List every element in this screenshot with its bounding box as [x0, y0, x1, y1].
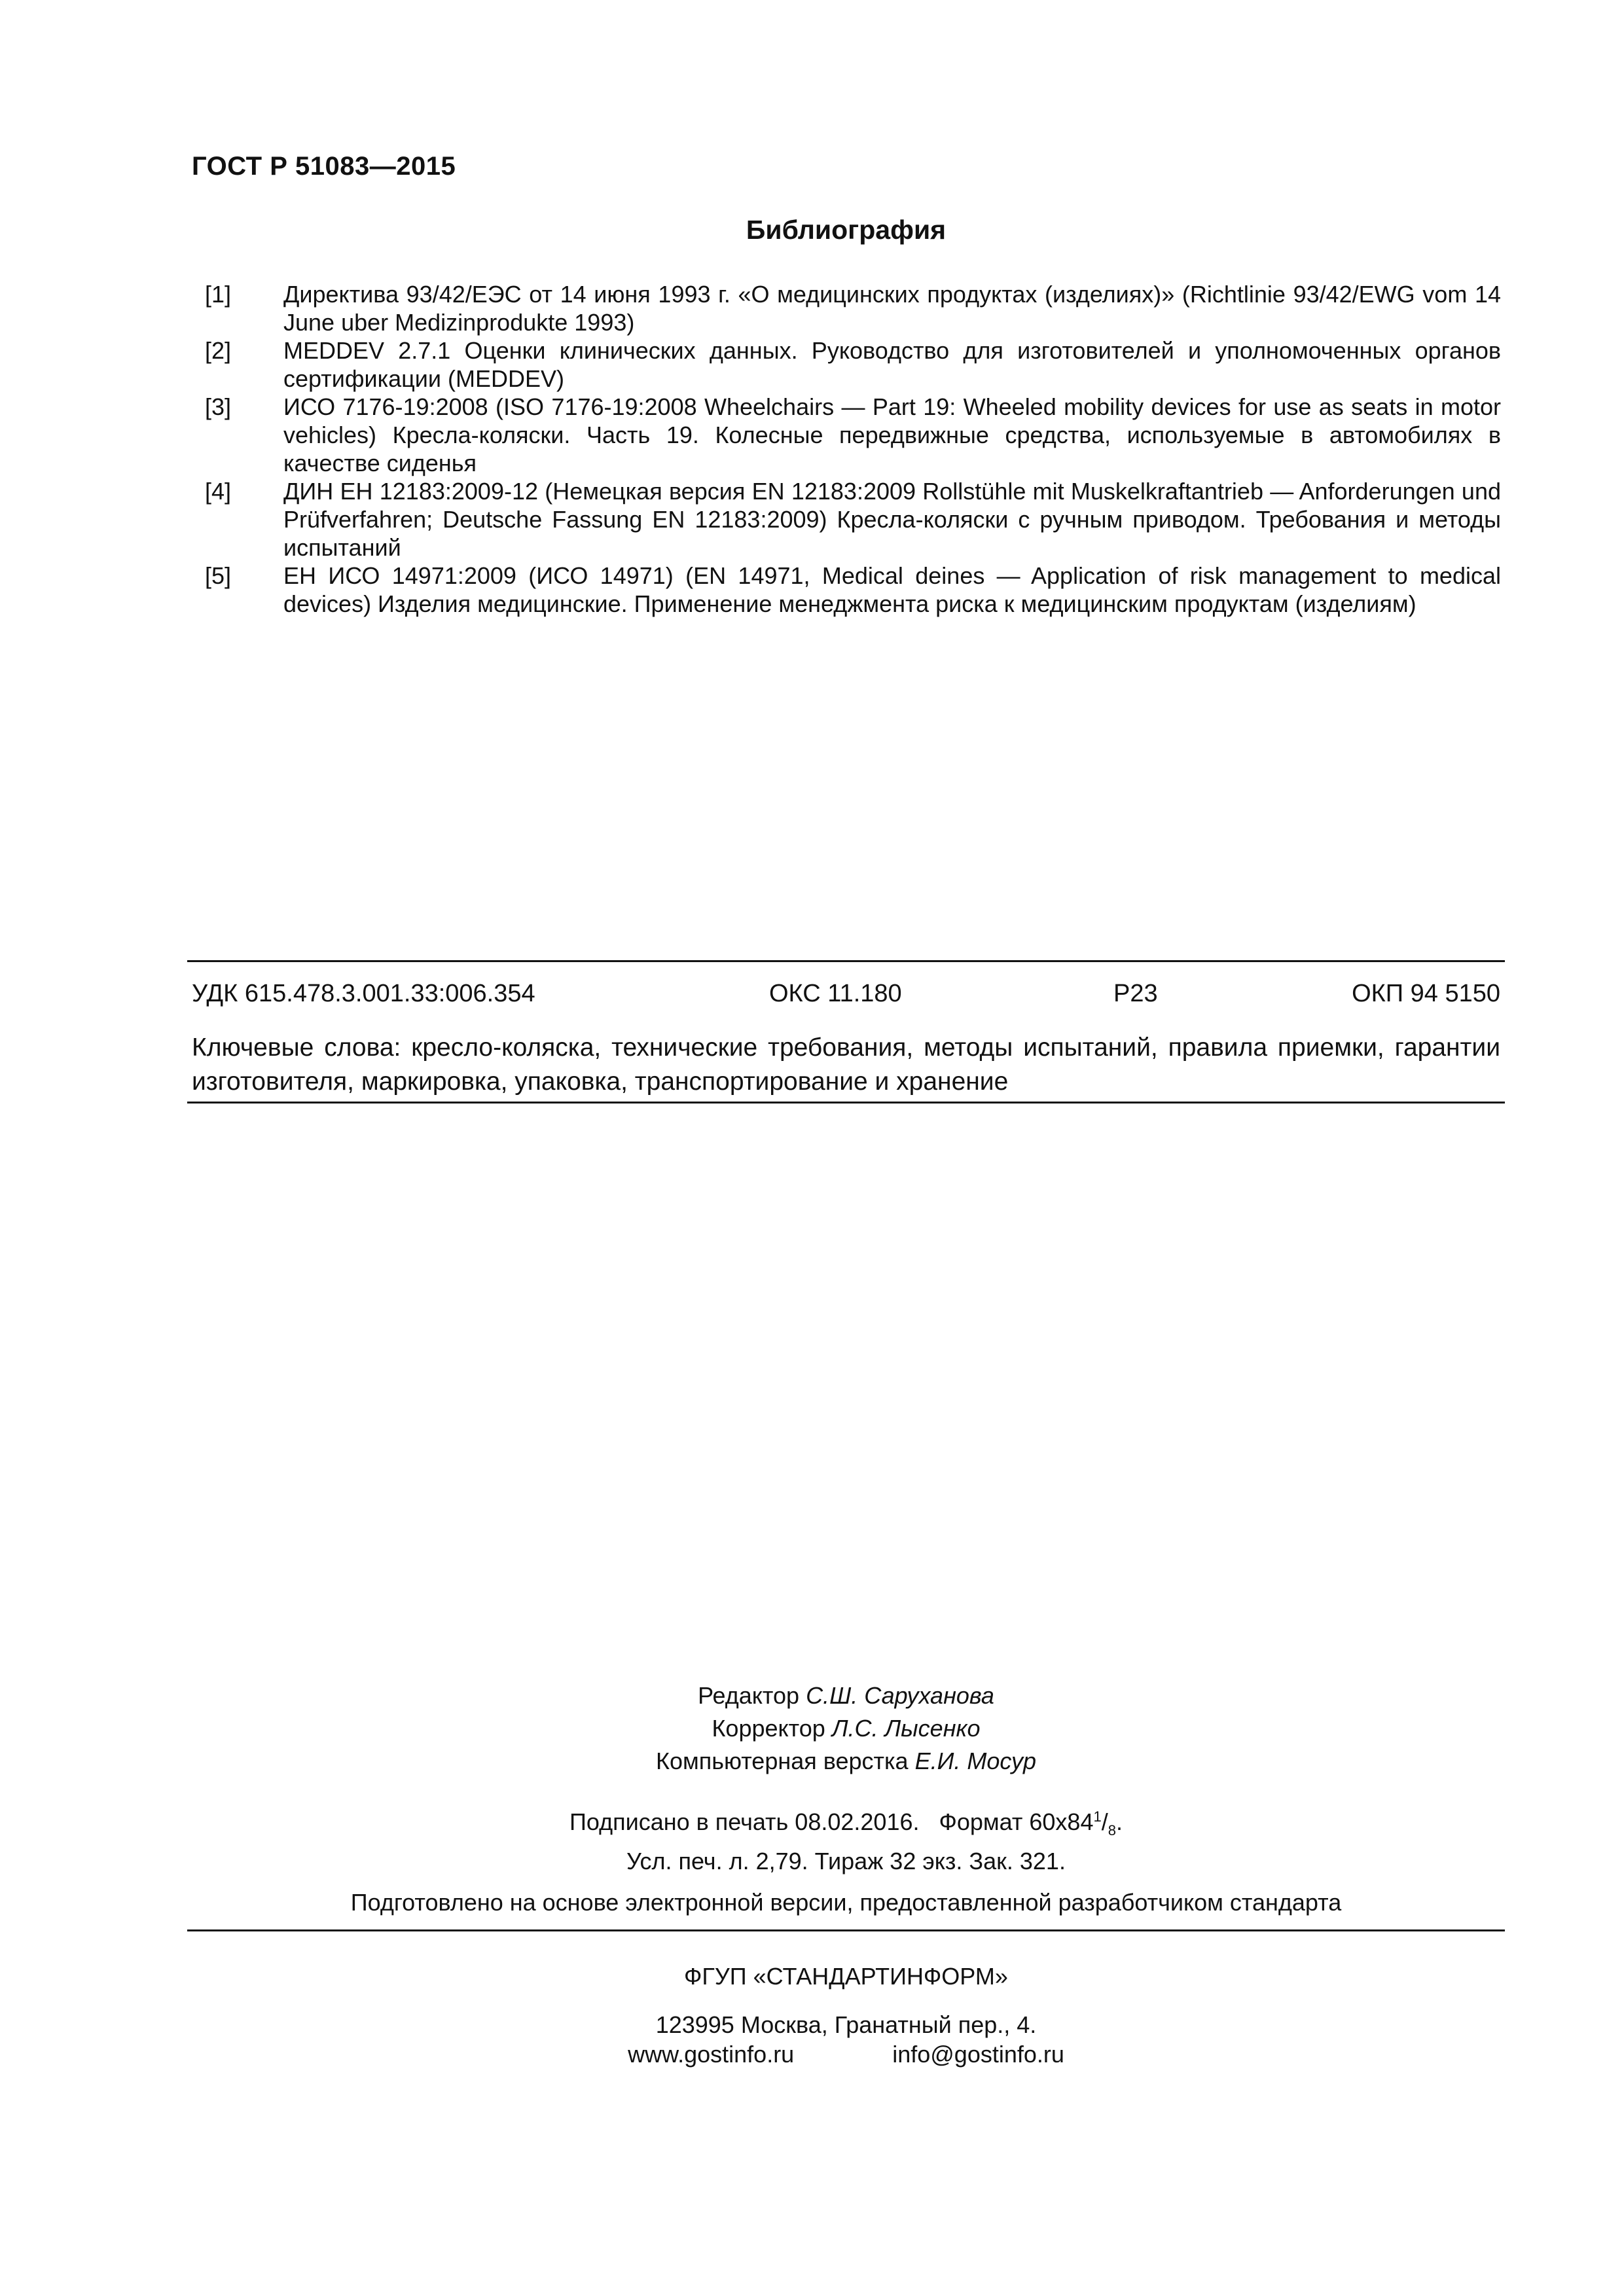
keywords-text: Ключевые слова: кресло-коляска, технические требования, методы испытаний, правила приемки, гарантии изготовителя, маркировка, упаковка, транспортирование и хранение — [192, 1033, 1500, 1096]
publisher-name: ФГУП «СТАНДАРТИНФОРМ» — [684, 1963, 1008, 1990]
prepared-note: Подготовлено на основе электронной версии, предоставленной разработчиком стандарта — [350, 1889, 1342, 1916]
corrector-label: Корректор — [712, 1715, 825, 1742]
print-format-denominator: 8 — [1108, 1822, 1116, 1839]
udk-code: УДК 615.478.3.001.33:006.354 — [192, 980, 535, 1007]
print-info-block — [192, 1801, 1500, 1876]
bibliography-list — [205, 280, 1501, 618]
bibliography-item-number: [1] — [205, 281, 232, 308]
classification-row — [192, 980, 1500, 1013]
credits-block — [192, 1679, 1500, 1778]
publisher-divider — [187, 1929, 1505, 1931]
bibliography-item-text: Директива 93/42/ЕЭС от 14 июня 1993 г. «О медицинских продуктах (изделиях)» (Richtlinie 93/42/EWG vom 14 June uber Medizinprodukte 1993) — [283, 281, 1501, 336]
bibliography-item-number: [5] — [205, 562, 232, 589]
bibliography-item-text: ИСО 7176-19:2008 (ISO 7176-19:2008 Wheelchairs — Part 19: Wheeled mobility devices for use as seats in motor vehicles) Кресла-коляски. Часть 19. Колесные передвижные средства, используемые в автомобилях в качестве сиденья — [283, 393, 1501, 476]
layout-line — [192, 1745, 1500, 1778]
document-code: ГОСТ Р 51083—2015 — [192, 152, 456, 181]
print-format: Формат 60х84 — [939, 1808, 1094, 1835]
bibliography-item-text: ЕН ИСО 14971:2009 (ИСО 14971) (EN 14971, Medical deines — Application of risk management to medical devices) Изделия медицинские. Применение менеджмента риска к медицинским продуктам (изделиям) — [283, 562, 1501, 617]
publisher-links-line — [192, 2039, 1500, 2069]
editor-line — [192, 1679, 1500, 1712]
bibliography-item-number: [2] — [205, 337, 232, 364]
group-code: Р23 — [1113, 980, 1158, 1007]
bibliography-title: Библиография — [746, 215, 947, 245]
bibliography-item — [205, 477, 1501, 562]
bibliography-item — [205, 280, 1501, 336]
bibliography-item-number: [3] — [205, 393, 232, 420]
print-signed-date: Подписано в печать 08.02.2016. — [569, 1808, 920, 1835]
layout-label: Компьютерная верстка — [656, 1748, 909, 1774]
publisher-email-link[interactable]: info@gostinfo.ru — [892, 2041, 1064, 2068]
bibliography-item-text: ДИН ЕН 12183:2009-12 (Немецкая версия EN 12183:2009 Rollstühle mit Muskelkraftantrieb — Anforderungen und Prüfverfahren; Deutsche Fassung EN 12183:2009) Кресла-коляски с ручным приводом. Требования и методы испытаний — [283, 478, 1501, 561]
corrector-line — [192, 1712, 1500, 1745]
editor-name: С.Ш. Саруханова — [806, 1682, 994, 1709]
publisher-address: 123995 Москва, Гранатный пер., 4. — [655, 2011, 1037, 2038]
keywords-bottom-divider — [187, 1102, 1505, 1103]
publisher-website-link[interactable]: www.gostinfo.ru — [628, 2041, 795, 2068]
print-format-numerator: 1 — [1093, 1808, 1102, 1825]
bibliography-item-text: MEDDEV 2.7.1 Оценки клинических данных. Руководство для изготовителей и уполномоченных органов сертификации (MEDDEV) — [283, 337, 1501, 392]
publisher-contacts — [192, 2010, 1500, 2069]
bibliography-item — [205, 562, 1501, 618]
layout-name: Е.И. Мосур — [914, 1748, 1036, 1774]
bibliography-item — [205, 393, 1501, 477]
oks-code: ОКС 11.180 — [769, 980, 902, 1007]
bibliography-item — [205, 336, 1501, 393]
corrector-name: Л.С. Лысенко — [831, 1715, 981, 1742]
print-signed-line: Подписано в печать 08.02.2016. Формат $60х84^1/_8$. — [569, 1808, 1123, 1839]
okp-code: ОКП 94 5150 — [1352, 980, 1500, 1007]
bibliography-item-number: [4] — [205, 478, 232, 505]
editor-label: Редактор — [698, 1682, 800, 1709]
classification-top-divider — [187, 960, 1505, 962]
print-details-line: Усл. печ. л. 2,79. Тираж 32 экз. Зак. 321. — [626, 1848, 1066, 1875]
